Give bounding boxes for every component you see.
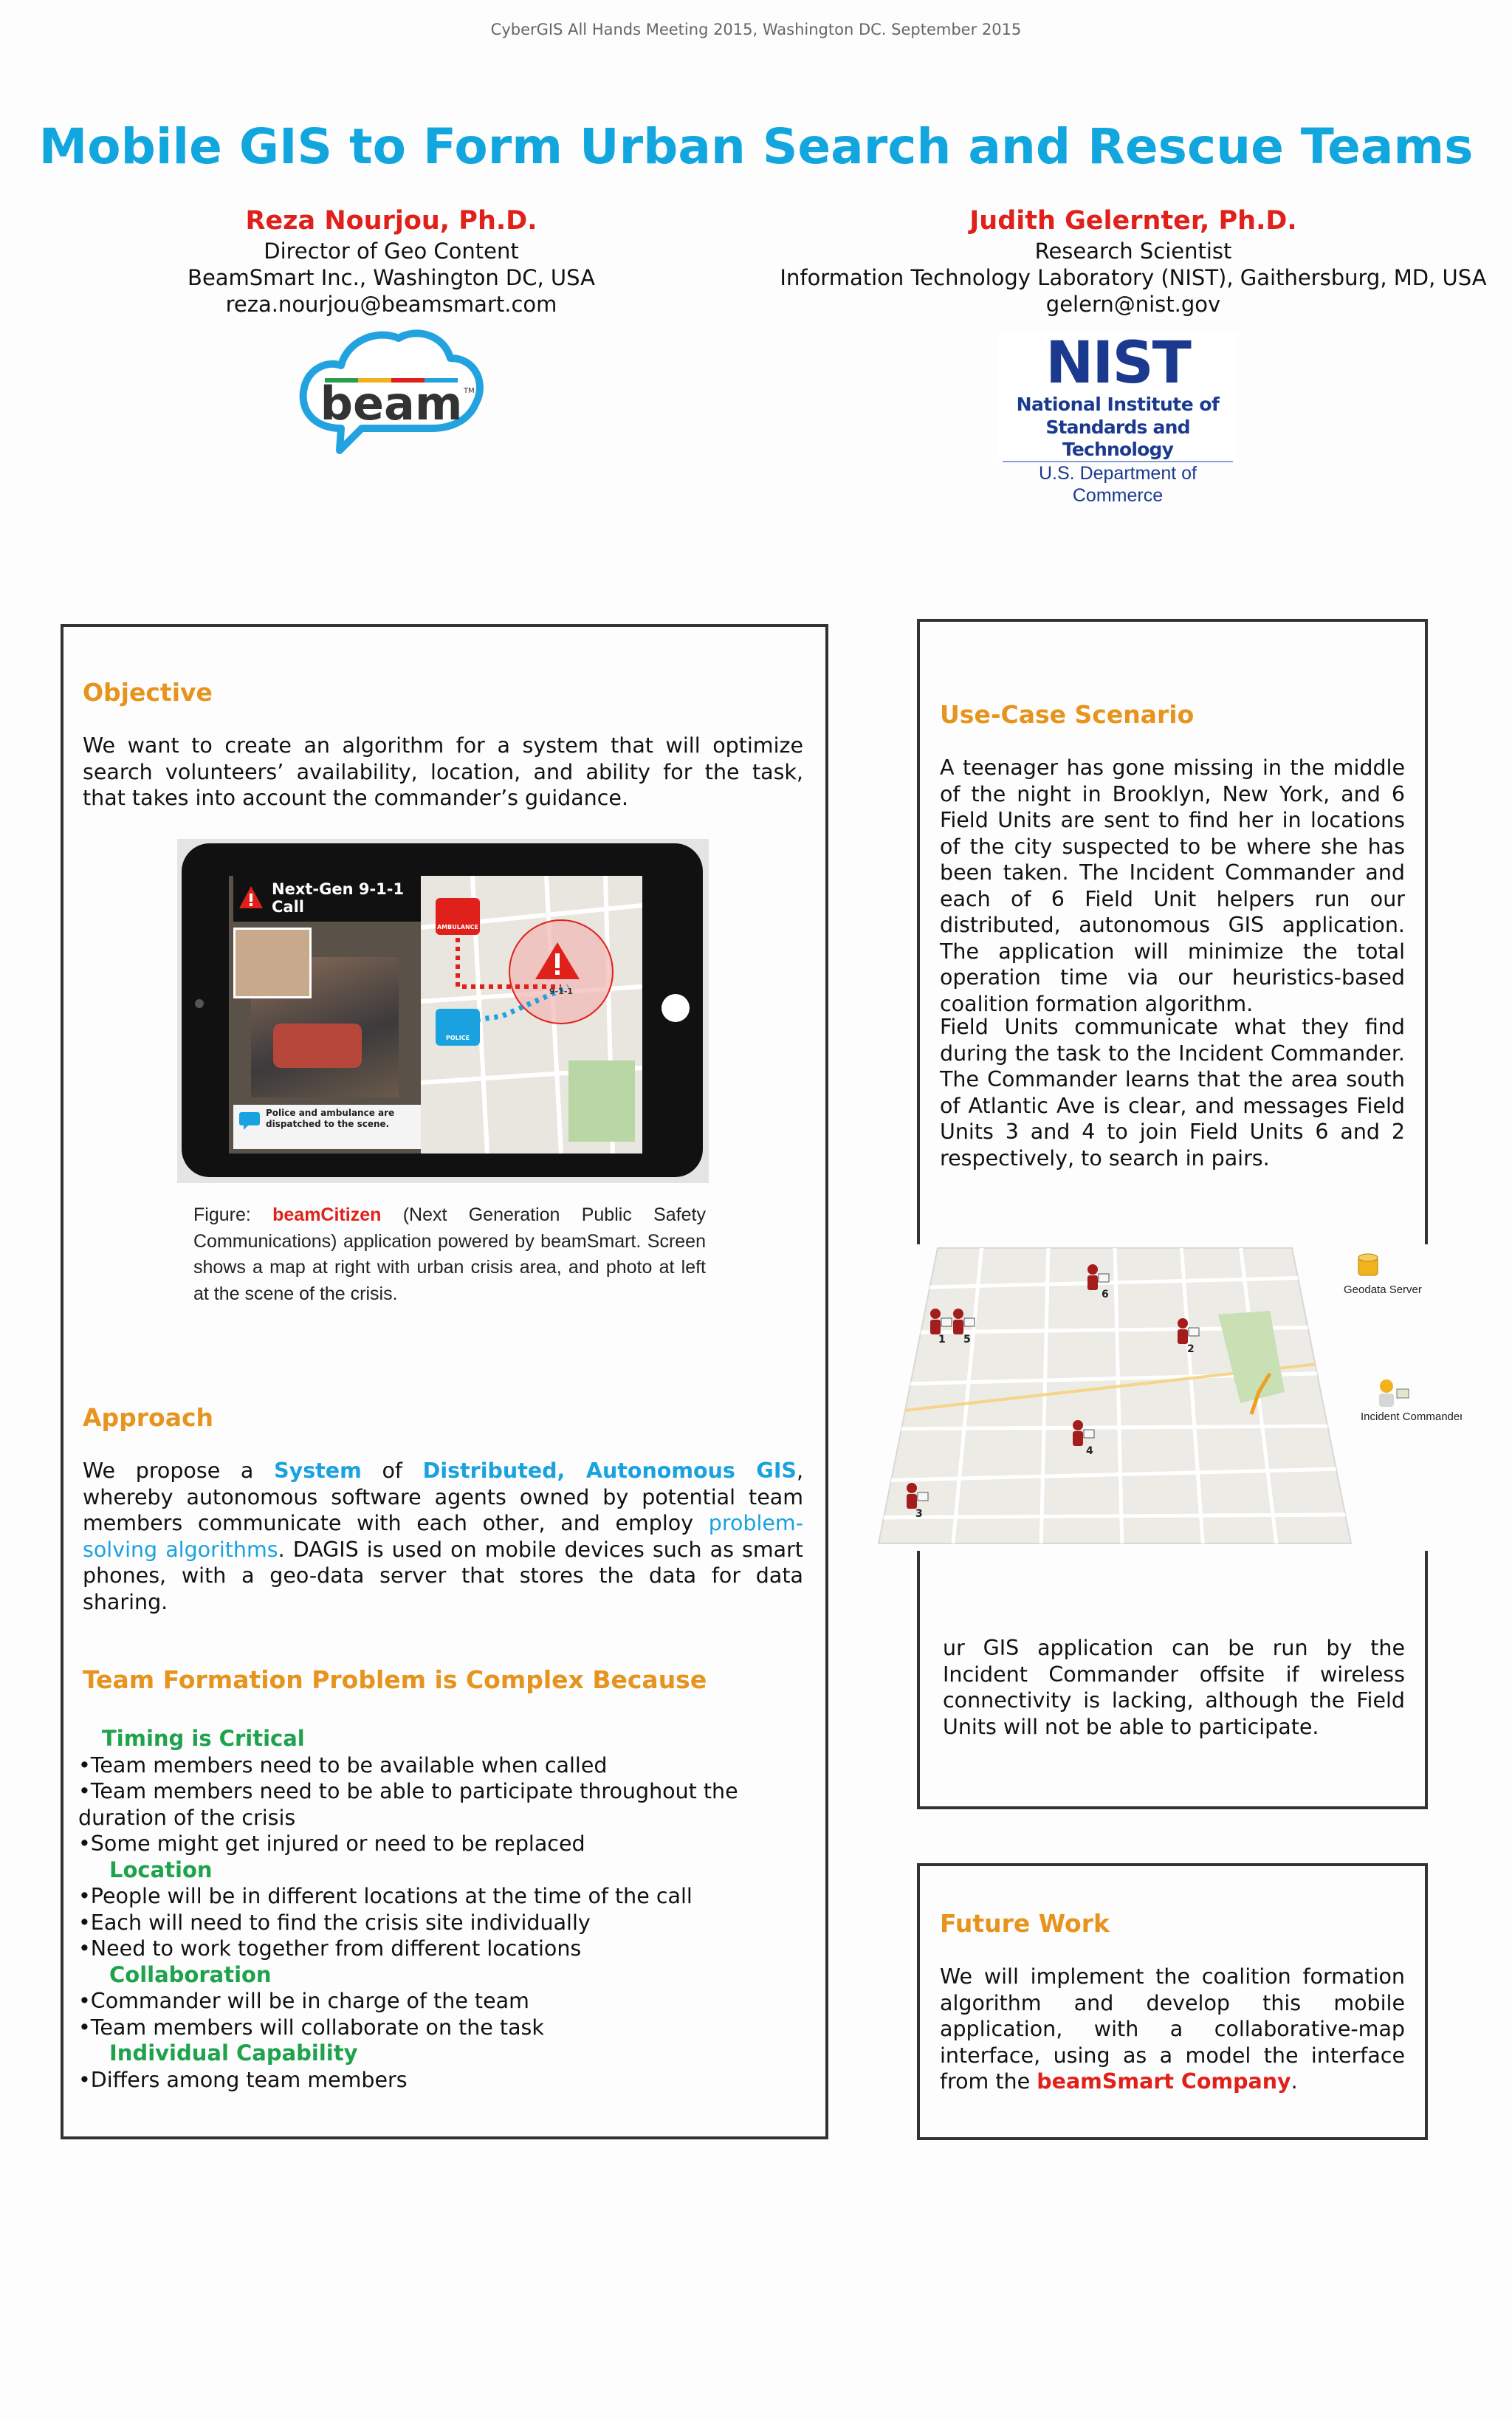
nist-line-3: U.S. Department of Commerce — [1003, 461, 1233, 507]
author-1-name: Reza Nourjou, Ph.D. — [245, 206, 537, 236]
figure-caption — [193, 1202, 706, 1307]
list-item: •Team members need to be able to participate throughout the duration of the crisis — [78, 1779, 738, 1830]
list-item: •Team members need to be available when called — [78, 1752, 608, 1778]
police-label: POLICE — [445, 1035, 470, 1041]
figure-caption-rest: (Next Generation Public Safety Communications) application powered by beamSmart. Screen shows a map at right with urban crisis area, and photo at left at the scene of the crisis. — [193, 1204, 706, 1304]
team-group-timing: Timing is Critical — [102, 1726, 305, 1751]
field-unit-2-label: 2 — [1187, 1343, 1195, 1355]
objective-text: We want to create an algorithm for a system that will optimize search volunteers’ availability, location, and ability for the task, that takes into account the commander’s guidance. — [83, 733, 803, 810]
warning-icon — [238, 885, 264, 910]
author-2-org: Information Technology Laboratory (NIST), Gaithersburg, MD, USA — [780, 265, 1487, 290]
dispatch-note — [233, 1105, 421, 1149]
call-banner-text: Next-Gen 9-1-1 Call — [272, 880, 405, 916]
beam-logo — [295, 325, 487, 465]
author-1-role: Director of Geo Content — [264, 239, 519, 264]
author-1-email: reza.nourjou@beamsmart.com — [225, 292, 557, 317]
objective-heading: Objective — [83, 678, 213, 707]
tablet-map — [421, 876, 642, 1154]
incident-commander-icon — [1379, 1379, 1409, 1407]
future-work-end: . — [1291, 2069, 1298, 2094]
nist-logo — [998, 330, 1237, 506]
tablet-camera — [195, 999, 204, 1008]
future-work-text — [940, 1964, 1405, 2095]
team-group-collaboration: Collaboration — [109, 1961, 272, 1987]
use-case-paragraph-2: Field Units communicate what they find during the task to the Incident Commander. The Commander learns that the area south of Atlantic Ave is clear, and messages Field Units 3 and 4 to join Field Units 6 and 2 respectively, to search in pairs. — [940, 1015, 1405, 1170]
use-case-heading: Use-Case Scenario — [940, 700, 1195, 729]
author-2-name: Judith Gelernter, Ph.D. — [969, 206, 1297, 236]
geodata-server-label: Geodata Server — [1344, 1283, 1422, 1296]
field-unit-4-label: 4 — [1086, 1445, 1093, 1457]
conference-line: CyberGIS All Hands Meeting 2015, Washington DC. September 2015 — [490, 21, 1022, 38]
chat-icon — [239, 1112, 260, 1130]
tablet-map-graphic — [421, 876, 642, 1154]
author-2 — [768, 204, 1499, 318]
team-group-capability: Individual Capability — [109, 2040, 358, 2066]
call-banner — [233, 876, 421, 922]
beam-logo-text: beam — [320, 377, 463, 431]
approach-heading: Approach — [83, 1403, 214, 1432]
field-unit-1-label: 1 — [938, 1334, 946, 1346]
ambulance-label: AMBULANCE — [436, 924, 479, 930]
approach-t1: We propose a — [83, 1458, 254, 1483]
future-work-company: beamSmart Company — [1037, 2069, 1291, 2094]
approach-dagis: Distributed, Autonomous GIS — [422, 1458, 797, 1483]
field-units-map-figure — [871, 1244, 1462, 1551]
poster-title: Mobile GIS to Form Urban Search and Rescue Teams — [38, 118, 1474, 175]
field-unit-6-label: 6 — [1102, 1289, 1109, 1300]
approach-t5: , whereby autonomous software agents owned by potential team members communicate with each other, and employ — [83, 1458, 804, 1535]
use-case-paragraph-1: A teenager has gone missing in the middle of the night in Brooklyn, New York, and 6 Field Units are sent to find her in locations of the city suspected to be where she has been taken. The Incident Commander and each of 6 Field Unit helpers run our distributed, autonomous GIS application. The application will minimize the total operation time via our heuristics-based coalition formation algorithm. — [940, 755, 1405, 1016]
nist-line-2: Standards and Technology — [1045, 417, 1190, 460]
future-work-body: We will implement the coalition formation algorithm and develop this mobile application, with a collaborative-map interface, using as a model the interface from the — [940, 1964, 1405, 2094]
list-item: •Team members will collaborate on the task — [78, 2015, 544, 2040]
author-1-org: BeamSmart Inc., Washington DC, USA — [188, 265, 595, 290]
list-item: •Differs among team members — [78, 2067, 408, 2092]
field-units-map — [871, 1244, 1462, 1551]
author-2-email: gelern@nist.gov — [1045, 292, 1221, 317]
list-item: •Commander will be in charge of the team — [78, 1989, 529, 2013]
approach-t7: . DAGIS is used on mobile devices such as smart phones, with a geo-data server that stores the data for data sharing. — [83, 1537, 803, 1614]
incident-commander-label: Incident Commander — [1361, 1410, 1462, 1423]
author-1 — [126, 204, 657, 318]
geodata-server-icon — [1358, 1254, 1378, 1275]
team-list — [78, 1726, 809, 2093]
list-item: •People will be in different locations at the time of the call — [78, 1884, 693, 1908]
future-work-heading: Future Work — [940, 1909, 1110, 1938]
tablet-screen — [229, 876, 642, 1154]
author-2-role: Research Scientist — [1034, 239, 1232, 264]
figure-caption-app: beamCitizen — [272, 1204, 382, 1225]
tablet-home-button — [662, 994, 690, 1022]
field-unit-3-label: 3 — [915, 1508, 923, 1520]
list-item: •Each will need to find the crisis site individually — [78, 1910, 591, 1935]
caller-photo — [233, 928, 312, 998]
use-case-paragraph-3: ur GIS application can be run by the Incident Commander offsite if wireless connectivity is lacking, although the Field Units will not be able to participate. — [943, 1636, 1405, 1739]
list-item: •Some might get injured or need to be replaced — [78, 1831, 585, 1856]
approach-algorithms: problem-solving algorithms — [83, 1511, 803, 1562]
nist-wordmark: NIST — [1045, 330, 1190, 397]
nist-line-1: National Institute of — [1016, 394, 1220, 415]
figure-caption-prefix: Figure: — [193, 1204, 251, 1225]
call-location-label: 9-1-1 — [549, 987, 574, 996]
approach-system: System — [274, 1458, 362, 1483]
approach-text — [83, 1458, 803, 1615]
list-item: •Need to work together from different locations — [78, 1936, 582, 1961]
field-unit-5-label: 5 — [963, 1334, 971, 1346]
team-group-location: Location — [109, 1857, 213, 1882]
approach-t3: of — [382, 1458, 402, 1483]
team-heading: Team Formation Problem is Complex Because — [83, 1665, 707, 1694]
dispatch-note-text: Police and ambulance are dispatched to the scene. — [266, 1108, 395, 1129]
beam-logo-tm: TM — [464, 387, 475, 395]
beamcitizen-tablet-image — [177, 839, 709, 1183]
